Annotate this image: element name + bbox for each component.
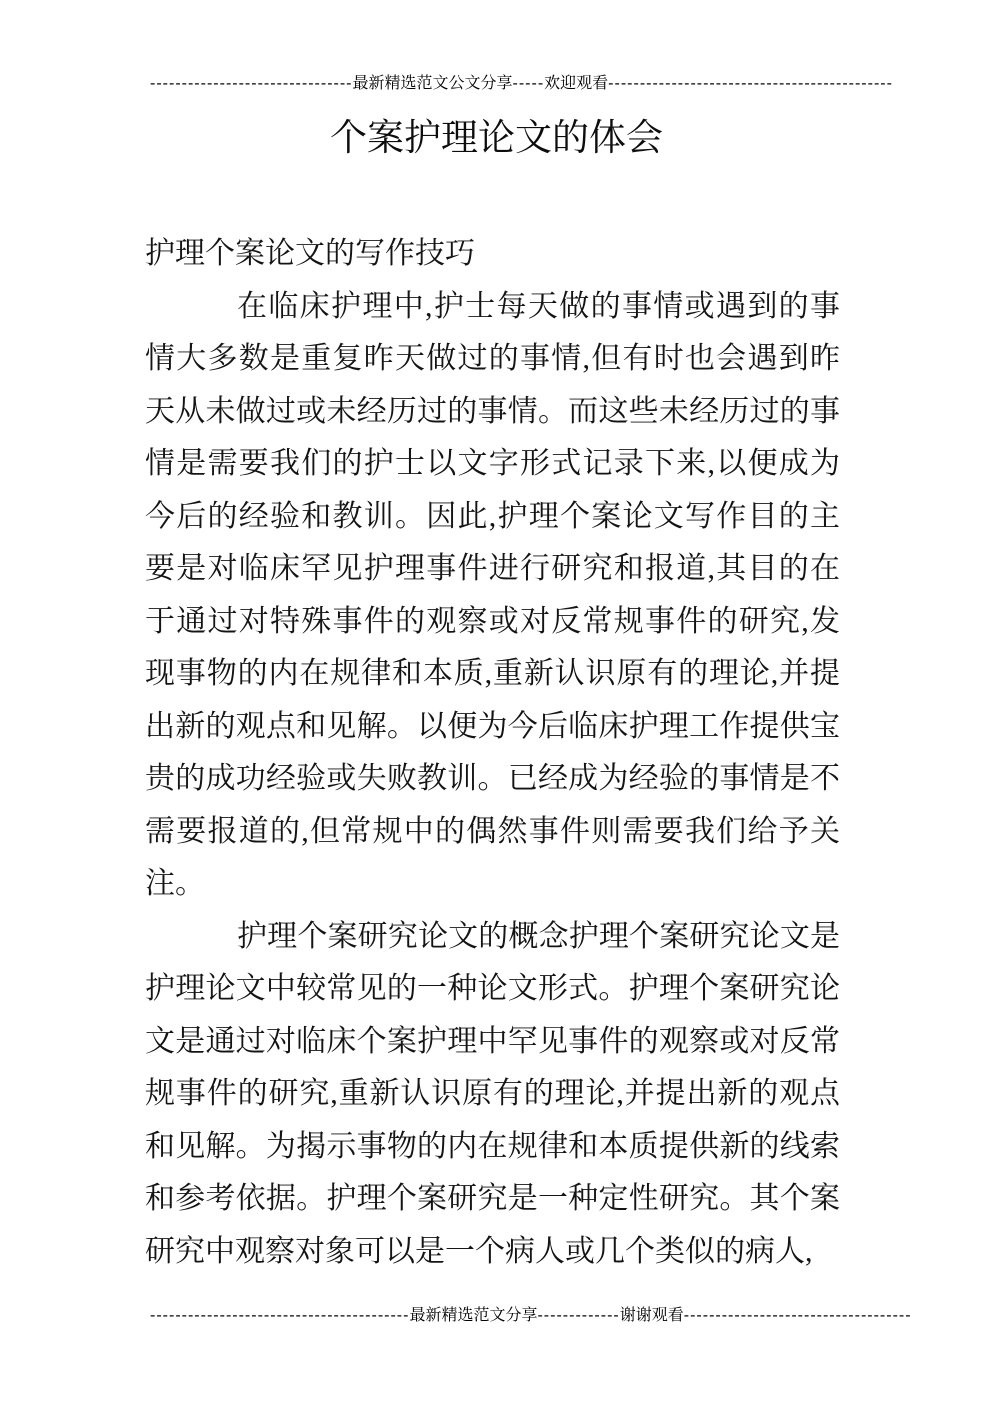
- footer-dash-run-middle: -------------: [537, 1307, 620, 1324]
- header-brand-text: 最新精选范文公文分享: [352, 75, 513, 92]
- paragraph-line: 贵的成功经验或失败教训。已经成为经验的事情是不: [145, 762, 840, 795]
- document-title: 个案护理论文的体会: [330, 118, 663, 159]
- paragraph-line: 文是通过对临床个案护理中罕见事件的观察或对反常: [145, 1024, 840, 1058]
- paragraph-line: 在临床护理中,护士每天做的事情或遇到的事: [237, 289, 840, 323]
- paragraph-line: 需要报道的,但常规中的偶然事件则需要我们给予关: [145, 814, 840, 848]
- paragraph-line: 规事件的研究,重新认识原有的理论,并提出新的观点: [145, 1077, 840, 1110]
- paragraph-line: 护理个案研究论文的概念护理个案研究论文是: [237, 919, 840, 953]
- header-dash-run-right: ---------------------------------------------: [608, 75, 893, 92]
- footer-thanks-text: 谢谢观看: [619, 1307, 684, 1324]
- paragraph-line: 要是对临床罕见护理事件进行研究和报道,其目的在: [145, 552, 840, 585]
- header-dash-run-middle: -----: [512, 75, 545, 92]
- paragraph-line: 研究中观察对象可以是一个病人或几个类似的病人,: [145, 1234, 813, 1268]
- paragraph-line: 和见解。为揭示事物的内在规律和本质提供新的线索: [145, 1129, 840, 1163]
- paragraph-line: 天从未做过或未经历过的事情。而这些未经历过的事: [145, 394, 840, 428]
- footer-dash-run-right: ------------------------------------: [683, 1307, 912, 1324]
- header-welcome-text: 欢迎观看: [544, 75, 609, 92]
- page-header: [150, 74, 893, 94]
- document-body: [145, 228, 840, 1278]
- header-dash-run-left: --------------------------------: [150, 75, 353, 92]
- paragraph-line: 注。: [145, 867, 205, 900]
- paragraph-line: 护理论文中较常见的一种论文形式。护理个案研究论: [145, 972, 840, 1005]
- page-footer: [150, 1306, 912, 1326]
- paragraph-line: 现事物的内在规律和本质,重新认识原有的理论,并提: [145, 657, 840, 690]
- paragraph-line: 于通过对特殊事件的观察或对反常规事件的研究,发: [145, 604, 840, 638]
- paragraph-line: 和参考依据。护理个案研究是一种定性研究。其个案: [145, 1182, 840, 1215]
- footer-dash-run-left: -----------------------------------------: [150, 1307, 410, 1324]
- paragraph-line: 情是需要我们的护士以文字形式记录下来,以便成为: [145, 447, 840, 480]
- footer-brand-text: 最新精选范文分享: [409, 1307, 538, 1324]
- paragraph-line: 今后的经验和教训。因此,护理个案论文写作目的主: [145, 499, 840, 533]
- paragraph-line: 情大多数是重复昨天做过的事情,但有时也会遇到昨: [145, 342, 840, 375]
- paragraph-line: 出新的观点和见解。以便为今后临床护理工作提供宝: [145, 709, 840, 743]
- section-heading: 护理个案论文的写作技巧: [145, 237, 475, 270]
